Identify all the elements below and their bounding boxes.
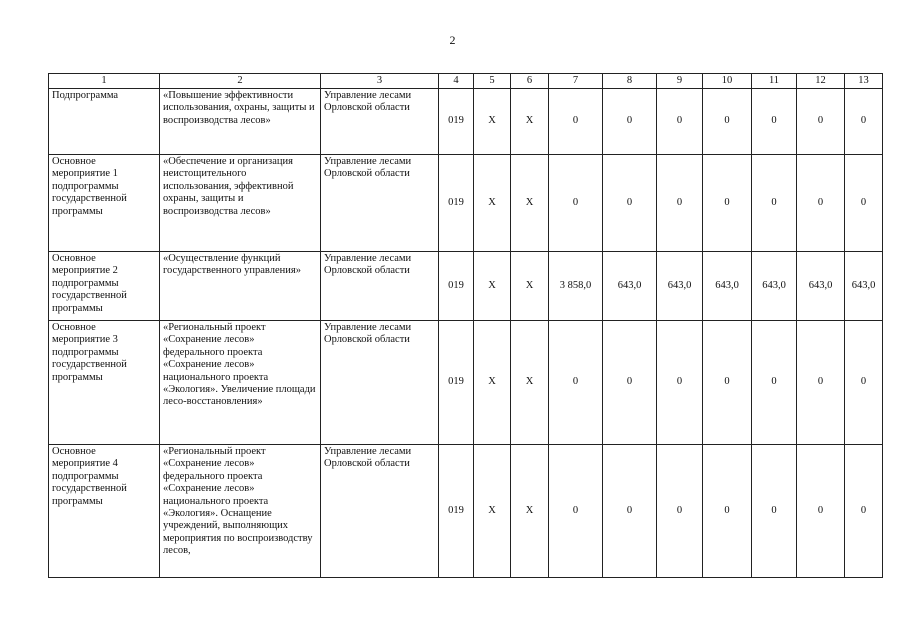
value-cell: 0 — [845, 321, 883, 445]
value-cell: X — [474, 445, 511, 578]
value-cell: 0 — [549, 155, 603, 252]
value-cell: 0 — [657, 321, 703, 445]
column-header: 6 — [511, 74, 549, 89]
column-header: 9 — [657, 74, 703, 89]
value-cell: 0 — [845, 445, 883, 578]
row-title-cell: Подпрограмма — [49, 89, 160, 155]
column-header: 1 — [49, 74, 160, 89]
column-header: 4 — [439, 74, 474, 89]
row-title-cell: Основное мероприятие 3 подпрограммы государственной программы — [49, 321, 160, 445]
column-header: 10 — [703, 74, 752, 89]
table-row — [49, 155, 883, 252]
value-cell: 0 — [549, 89, 603, 155]
value-cell: 0 — [703, 445, 752, 578]
column-header: 12 — [797, 74, 845, 89]
row-executor-cell: Управление лесами Орловской области — [321, 321, 439, 445]
value-cell: 0 — [703, 155, 752, 252]
value-cell: 643,0 — [797, 252, 845, 321]
header-row — [49, 74, 883, 89]
value-cell: 0 — [752, 445, 797, 578]
row-executor-cell: Управление лесами Орловской области — [321, 89, 439, 155]
value-cell: 643,0 — [657, 252, 703, 321]
value-cell: 643,0 — [752, 252, 797, 321]
row-description-cell: «Региональный проект «Сохранение лесов» федерального проекта «Сохранение лесов» национального проекта «Экология». Оснащение учреждений, выполняющих мероприятия по воспроизводству лесов, — [160, 445, 321, 578]
value-cell: 0 — [603, 89, 657, 155]
row-executor-cell: Управление лесами Орловской области — [321, 445, 439, 578]
value-cell: 0 — [752, 155, 797, 252]
table-row — [49, 89, 883, 155]
row-executor-cell: Управление лесами Орловской области — [321, 155, 439, 252]
row-title-cell: Основное мероприятие 4 подпрограммы государственной программы — [49, 445, 160, 578]
value-cell: 0 — [549, 321, 603, 445]
row-description-cell: «Повышение эффективности использования, охраны, защиты и воспроизводства лесов» — [160, 89, 321, 155]
value-cell: 019 — [439, 321, 474, 445]
value-cell: 3 858,0 — [549, 252, 603, 321]
column-header: 2 — [160, 74, 321, 89]
row-title-cell: Основное мероприятие 2 подпрограммы государственной программы — [49, 252, 160, 321]
value-cell: 0 — [657, 445, 703, 578]
value-cell: X — [474, 252, 511, 321]
value-cell: 0 — [703, 321, 752, 445]
table-row — [49, 445, 883, 578]
value-cell: 019 — [439, 155, 474, 252]
column-header: 7 — [549, 74, 603, 89]
table-row — [49, 321, 883, 445]
value-cell: 0 — [797, 155, 845, 252]
value-cell: 019 — [439, 252, 474, 321]
value-cell: 0 — [845, 155, 883, 252]
value-cell: X — [474, 89, 511, 155]
value-cell: 643,0 — [703, 252, 752, 321]
column-header: 11 — [752, 74, 797, 89]
value-cell: X — [511, 321, 549, 445]
value-cell: 643,0 — [603, 252, 657, 321]
value-cell: 0 — [657, 155, 703, 252]
data-table — [48, 73, 883, 578]
value-cell: 0 — [845, 89, 883, 155]
row-executor-cell: Управление лесами Орловской области — [321, 252, 439, 321]
value-cell: 0 — [603, 155, 657, 252]
column-header: 5 — [474, 74, 511, 89]
column-header: 8 — [603, 74, 657, 89]
value-cell: X — [511, 252, 549, 321]
value-cell: 0 — [603, 445, 657, 578]
value-cell: 0 — [549, 445, 603, 578]
row-description-cell: «Региональный проект «Сохранение лесов» федерального проекта «Сохранение лесов» национального проекта «Экология». Увеличение площади лесо-восстановления» — [160, 321, 321, 445]
column-header: 13 — [845, 74, 883, 89]
value-cell: 643,0 — [845, 252, 883, 321]
value-cell: X — [511, 155, 549, 252]
value-cell: X — [474, 321, 511, 445]
value-cell: 0 — [797, 321, 845, 445]
value-cell: 0 — [797, 445, 845, 578]
value-cell: 0 — [657, 89, 703, 155]
value-cell: 0 — [752, 89, 797, 155]
value-cell: X — [511, 89, 549, 155]
value-cell: 019 — [439, 89, 474, 155]
value-cell: 0 — [603, 321, 657, 445]
value-cell: 0 — [797, 89, 845, 155]
row-description-cell: «Осуществление функций государственного управления» — [160, 252, 321, 321]
value-cell: 0 — [752, 321, 797, 445]
row-description-cell: «Обеспечение и организация неистощительного использования, эффективной охраны, защиты и воспроизводства лесов» — [160, 155, 321, 252]
value-cell: X — [474, 155, 511, 252]
value-cell: 019 — [439, 445, 474, 578]
value-cell: X — [511, 445, 549, 578]
row-title-cell: Основное мероприятие 1 подпрограммы государственной программы — [49, 155, 160, 252]
column-header: 3 — [321, 74, 439, 89]
value-cell: 0 — [703, 89, 752, 155]
table-row — [49, 252, 883, 321]
page-number: 2 — [449, 33, 456, 47]
